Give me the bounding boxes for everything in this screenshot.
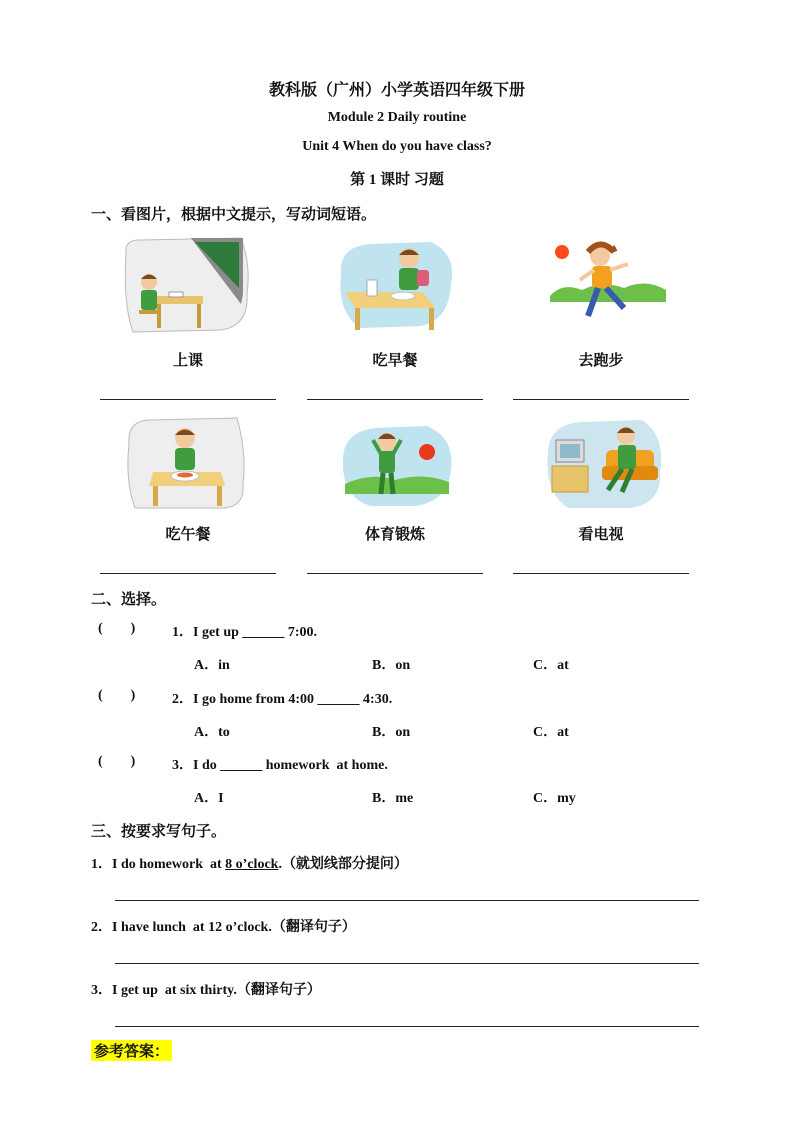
- question-3-text: 3．I do ______ homework at home.: [172, 758, 388, 773]
- writing-line-1: [115, 900, 699, 901]
- student-at-desk-picture: [121, 234, 251, 334]
- question-3-option-b: B．me: [372, 791, 414, 806]
- caption-5: 体育锻炼: [364, 527, 425, 543]
- sentence-3: 3．I get up at six thirty.（翻译句子）: [91, 983, 321, 998]
- boy-exercising-picture: [331, 414, 461, 514]
- question-1-bracket: ( ): [98, 621, 136, 636]
- sentence-1-start: 1．I do homework at: [91, 857, 226, 872]
- caption-6: 看电视: [578, 527, 624, 543]
- caption-3: 去跑步: [578, 353, 624, 369]
- section1-heading: 一、看图片，根据中文提示，写动词短语。: [91, 207, 377, 223]
- answer-key-label: 参考答案：: [91, 1040, 172, 1061]
- caption-1: 上课: [172, 353, 203, 369]
- sentence-2: 2．I have lunch at 12 o’clock.（翻译句子）: [91, 920, 356, 935]
- sentence-1-end: .（就划线部分提问）: [278, 857, 408, 872]
- question-1-option-a: A．in: [194, 658, 230, 673]
- page-title: 教科版（广州）小学英语四年级下册: [268, 82, 525, 99]
- question-3-option-a: A．I: [194, 791, 224, 806]
- lesson-title: 第 1 课时 习题: [350, 172, 444, 188]
- sentence-1: [91, 853, 408, 873]
- answer-line-2: [307, 399, 483, 400]
- boy-running-picture: [542, 234, 672, 334]
- boy-eating-lunch-picture: [121, 414, 251, 514]
- boy-watching-tv-picture: [542, 414, 672, 514]
- unit-title: Unit 4 When do you have class?: [302, 139, 492, 154]
- answer-line-1: [100, 399, 276, 400]
- question-2-option-c: C．at: [533, 725, 569, 740]
- answer-line-5: [307, 573, 483, 574]
- question-1-option-b: B．on: [372, 658, 411, 673]
- question-2-option-b: B．on: [372, 725, 411, 740]
- question-1-option-c: C．at: [533, 658, 569, 673]
- writing-line-2: [115, 963, 699, 964]
- sentence-1-underlined: 8 o’clock: [225, 857, 279, 872]
- question-2-bracket: ( ): [98, 688, 136, 703]
- question-3-option-c: C．my: [533, 791, 576, 806]
- question-1-text: 1．I get up ______ 7:00.: [172, 625, 318, 640]
- module-title: Module 2 Daily routine: [327, 110, 467, 125]
- caption-2: 吃早餐: [372, 353, 418, 369]
- answer-line-6: [513, 573, 689, 574]
- writing-line-3: [115, 1026, 699, 1027]
- question-3-bracket: ( ): [98, 754, 136, 769]
- section3-heading: 三、按要求写句子。: [91, 824, 227, 840]
- question-2-option-a: A．to: [194, 725, 230, 740]
- section2-heading: 二、选择。: [91, 592, 167, 608]
- boy-eating-breakfast-picture: [331, 234, 461, 334]
- question-2-text: 2．I go home from 4:00 ______ 4:30.: [172, 692, 393, 707]
- answer-line-3: [513, 399, 689, 400]
- answer-line-4: [100, 573, 276, 574]
- caption-4: 吃午餐: [165, 527, 211, 543]
